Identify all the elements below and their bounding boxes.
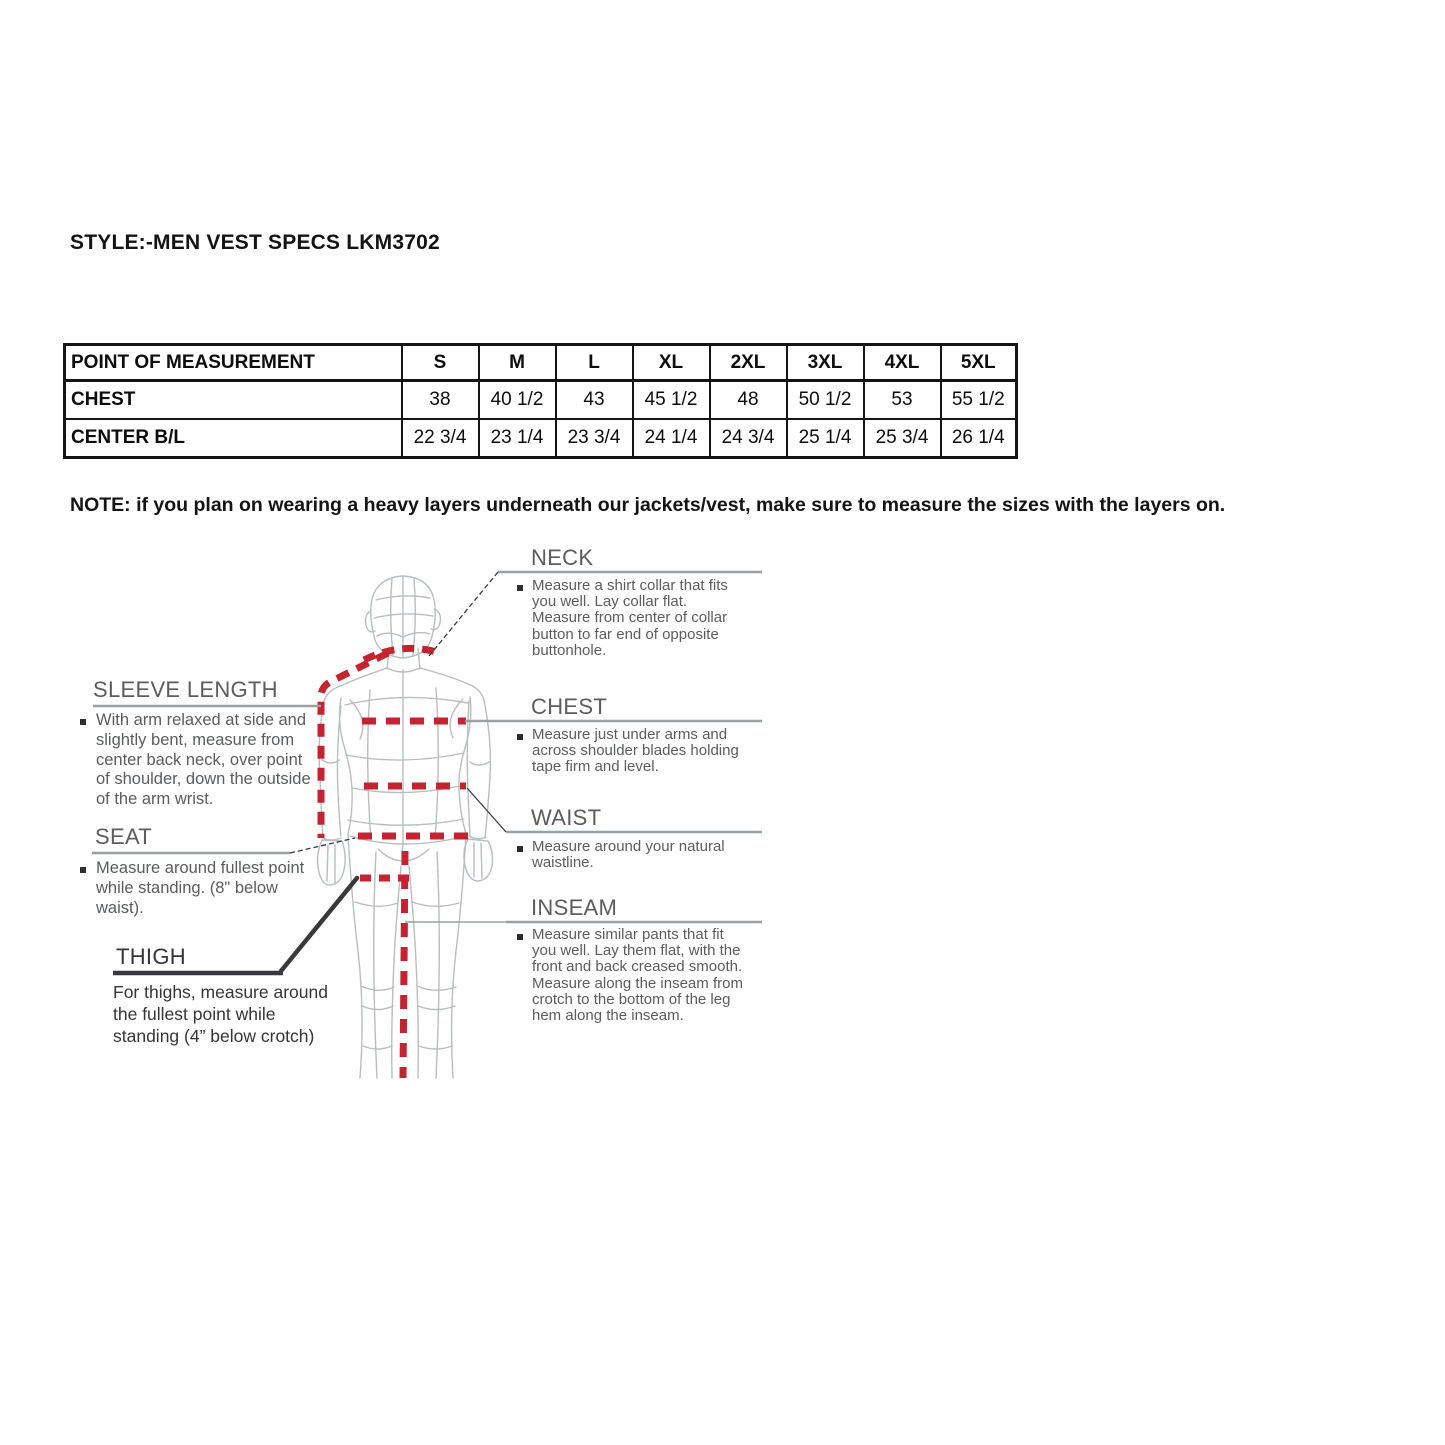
section-text-chest: Measure just under arms and across shoulder blades holding tape firm and level. xyxy=(532,726,739,776)
section-title-thigh: THIGH xyxy=(116,944,186,969)
cell-value: 24 3/4 xyxy=(710,419,787,458)
section-text-waist: Measure around your natural waistline. xyxy=(532,838,725,872)
section-title-waist: WAIST xyxy=(531,805,602,830)
cell-value: 23 1/4 xyxy=(479,419,556,458)
section-text-seat: Measure around fullest point while standing. (8" below waist). xyxy=(96,859,305,917)
column-header-4xl: 4XL xyxy=(864,345,941,381)
column-header-5xl: 5XL xyxy=(941,345,1017,381)
bullet-square-icon xyxy=(80,719,86,725)
section-text-neck: Measure a shirt collar that fits you well. Lay collar flat. Measure from center of collar button to far end of opposite buttonhole. xyxy=(532,577,728,659)
column-header-xl: XL xyxy=(633,345,710,381)
cell-value: 50 1/2 xyxy=(787,381,864,420)
cell-value: 45 1/2 xyxy=(633,381,710,420)
table-row-center-bl xyxy=(65,419,1017,458)
section-text-inseam: Measure similar pants that fit you well. Lay them flat, with the front and back creased smooth. Measure along the inseam from crotch to the bottom of the leg hem along the inseam. xyxy=(532,926,743,1025)
sleeve-measure-line xyxy=(321,653,388,838)
bullet-square-icon xyxy=(80,867,86,873)
cell-value: 24 1/4 xyxy=(633,419,710,458)
cell-value: 48 xyxy=(710,381,787,420)
cell-value: 26 1/4 xyxy=(941,419,1017,458)
size-chart-table xyxy=(63,343,1018,459)
section-title-sleeve-length: SLEEVE LENGTH xyxy=(93,677,278,702)
bullet-square-icon xyxy=(517,934,523,940)
column-header-point-of-measurement: POINT OF MEASUREMENT xyxy=(65,345,402,381)
column-header-l: L xyxy=(556,345,633,381)
bullet-square-icon xyxy=(517,585,523,591)
bullet-square-icon xyxy=(517,846,523,852)
inseam-measure-line xyxy=(403,851,405,1078)
section-title-seat: SEAT xyxy=(95,824,153,849)
column-header-m: M xyxy=(479,345,556,381)
table-row-chest xyxy=(65,381,1017,420)
row-label: CHEST xyxy=(65,381,402,420)
column-header-s: S xyxy=(402,345,479,381)
table-header-row xyxy=(65,345,1017,381)
bullet-square-icon xyxy=(517,734,523,740)
section-title-inseam: INSEAM xyxy=(531,895,618,920)
section-text-sleeve-length: With arm relaxed at side and slightly bent, measure from center back neck, over point of shoulder, down the outside of the arm wrist. xyxy=(96,711,311,809)
section-text-thigh: For thighs, measure around the fullest point while standing (4” below crotch) xyxy=(113,982,328,1046)
page-title: STYLE:-MEN VEST SPECS LKM3702 xyxy=(70,231,440,254)
cell-value: 25 1/4 xyxy=(787,419,864,458)
cell-value: 25 3/4 xyxy=(864,419,941,458)
row-label: CENTER B/L xyxy=(65,419,402,458)
section-title-neck: NECK xyxy=(531,545,594,570)
note-text: NOTE: if you plan on wearing a heavy layers underneath our jackets/vest, make sure to measure the sizes with the layers on. xyxy=(70,494,1226,516)
cell-value: 55 1/2 xyxy=(941,381,1017,420)
column-header-2xl: 2XL xyxy=(710,345,787,381)
cell-value: 53 xyxy=(864,381,941,420)
cell-value: 38 xyxy=(402,381,479,420)
section-title-chest: CHEST xyxy=(531,694,608,719)
cell-value: 40 1/2 xyxy=(479,381,556,420)
cell-value: 22 3/4 xyxy=(402,419,479,458)
cell-value: 43 xyxy=(556,381,633,420)
column-header-3xl: 3XL xyxy=(787,345,864,381)
cell-value: 23 3/4 xyxy=(556,419,633,458)
